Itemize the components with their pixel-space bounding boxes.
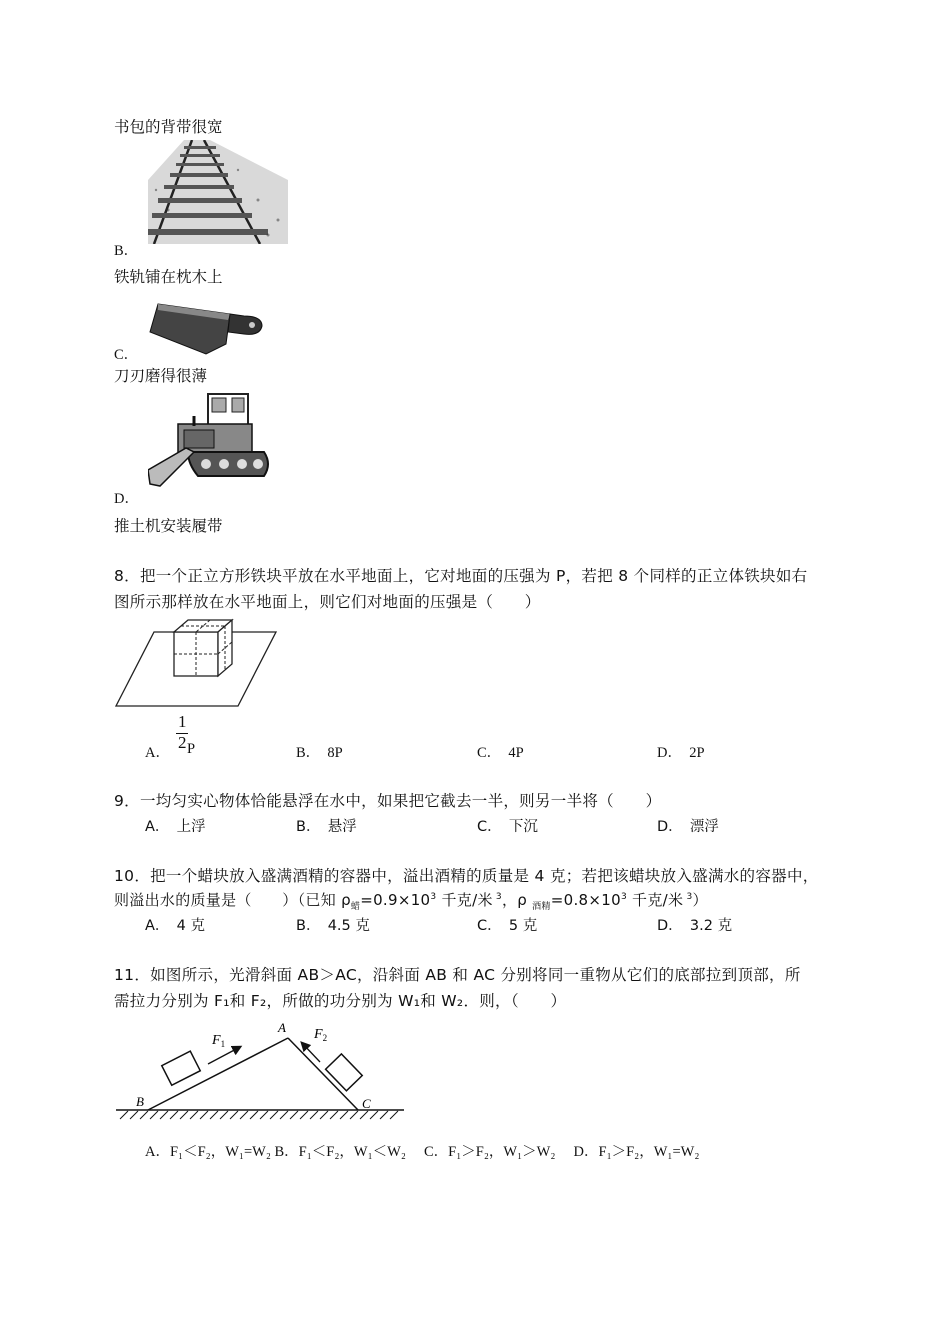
option-d-caption: 推土机安装履带	[114, 517, 223, 535]
option-b-caption: 铁轨铺在枕木上	[114, 268, 223, 286]
q10-sup-1: 3	[430, 892, 437, 902]
option-a-unit: P	[187, 741, 196, 757]
railway-track-image	[148, 140, 288, 244]
q10-text-e: =0.8×10	[550, 891, 621, 909]
bulldozer-image	[148, 390, 272, 500]
q10-text-f: 千克/米	[626, 891, 684, 909]
q10-text-b: =0.9×10	[360, 891, 431, 909]
question-11-line-2: 需拉力分别为 F₁和 F₂，所做的功分别为 W₁和 W₂．则，（ ）	[114, 992, 567, 1010]
q10-sub-wax: 蜡	[350, 902, 361, 912]
vertex-b-label: B	[136, 1094, 144, 1109]
option-d-label: D．	[114, 491, 139, 507]
option-c-caption: 刀刃磨得很薄	[114, 367, 208, 385]
force-f1-label: $F_1$	[212, 1033, 226, 1049]
question-10-line-2	[114, 889, 708, 912]
option-a-caption: 书包的背带很宽	[114, 118, 223, 136]
q10-sup-3: 3	[620, 892, 627, 902]
force-f2-label: $F_2$	[314, 1027, 328, 1043]
question-8-option-d[interactable]: D． 2P	[657, 745, 705, 761]
question-9-option-c[interactable]: C． 下沉	[477, 819, 538, 835]
q10-sub-alcohol: 酒精	[532, 902, 551, 912]
question-10-line-1: 10．把一个蜡块放入盛满酒精的容器中，溢出酒精的质量是 4 克；若把该蜡块放入盛满水的容器中，	[114, 867, 819, 885]
question-10-option-d[interactable]: D． 3.2 克	[657, 918, 733, 934]
question-9-option-a[interactable]: A． 上浮	[145, 819, 206, 835]
fraction-numerator: 1	[178, 712, 187, 731]
question-11-options[interactable]: A．F₁＜F₂，W₁=W₂ B．F₁＜F₂，W₁＜W₂ C．F₁＞F₂，W₁＞W₂ D．F₁＞F₂，W₁=W₂	[145, 1144, 700, 1160]
cube-on-plane-figure	[114, 616, 278, 708]
question-9-option-b[interactable]: B． 悬浮	[296, 819, 357, 835]
kitchen-knife-image	[148, 288, 266, 356]
question-10-option-b[interactable]: B． 4.5 克	[296, 918, 370, 934]
vertex-c-label: C	[362, 1096, 371, 1111]
q10-sup-2: 3	[492, 892, 502, 902]
question-11-line-1: 11．如图所示，光滑斜面 AB＞AC，沿斜面 AB 和 AC 分别将同一重物从它们的底部拉到顶部，所	[114, 966, 801, 984]
inclined-plane-figure	[114, 1016, 406, 1124]
q10-text-d: ，ρ	[501, 891, 533, 909]
question-10-option-c[interactable]: C． 5 克	[477, 918, 538, 934]
option-c-label: C．	[114, 347, 139, 363]
fraction-denominator: 2	[178, 733, 187, 752]
question-8-line-1: 8．把一个正立方形铁块平放在水平地面上，它对地面的压强为 P，若把 8 个同样的正立体铁块如右	[114, 567, 808, 585]
question-8-line-2: 图所示那样放在水平地面上，则它们对地面的压强是（ ）	[114, 593, 541, 611]
question-9-stem: 9．一均匀实心物体恰能悬浮在水中，如果把它截去一半，则另一半将（ ）	[114, 792, 662, 810]
question-9-option-d[interactable]: D． 漂浮	[657, 819, 719, 835]
option-a-label: A．	[145, 745, 170, 761]
q10-text-g: ）	[692, 891, 708, 909]
q10-text-c: 千克/米	[436, 891, 493, 909]
option-b-label: B．	[114, 243, 139, 259]
vertex-a-label: A	[278, 1020, 286, 1035]
question-10-option-a[interactable]: A． 4 克	[145, 918, 206, 934]
q10-text-a: 则溢出水的质量是（ ）（已知 ρ	[114, 891, 351, 909]
question-8-option-b[interactable]: B． 8P	[296, 745, 343, 761]
q10-sup-4: 3	[683, 892, 693, 902]
question-8-option-c[interactable]: C． 4P	[477, 745, 524, 761]
